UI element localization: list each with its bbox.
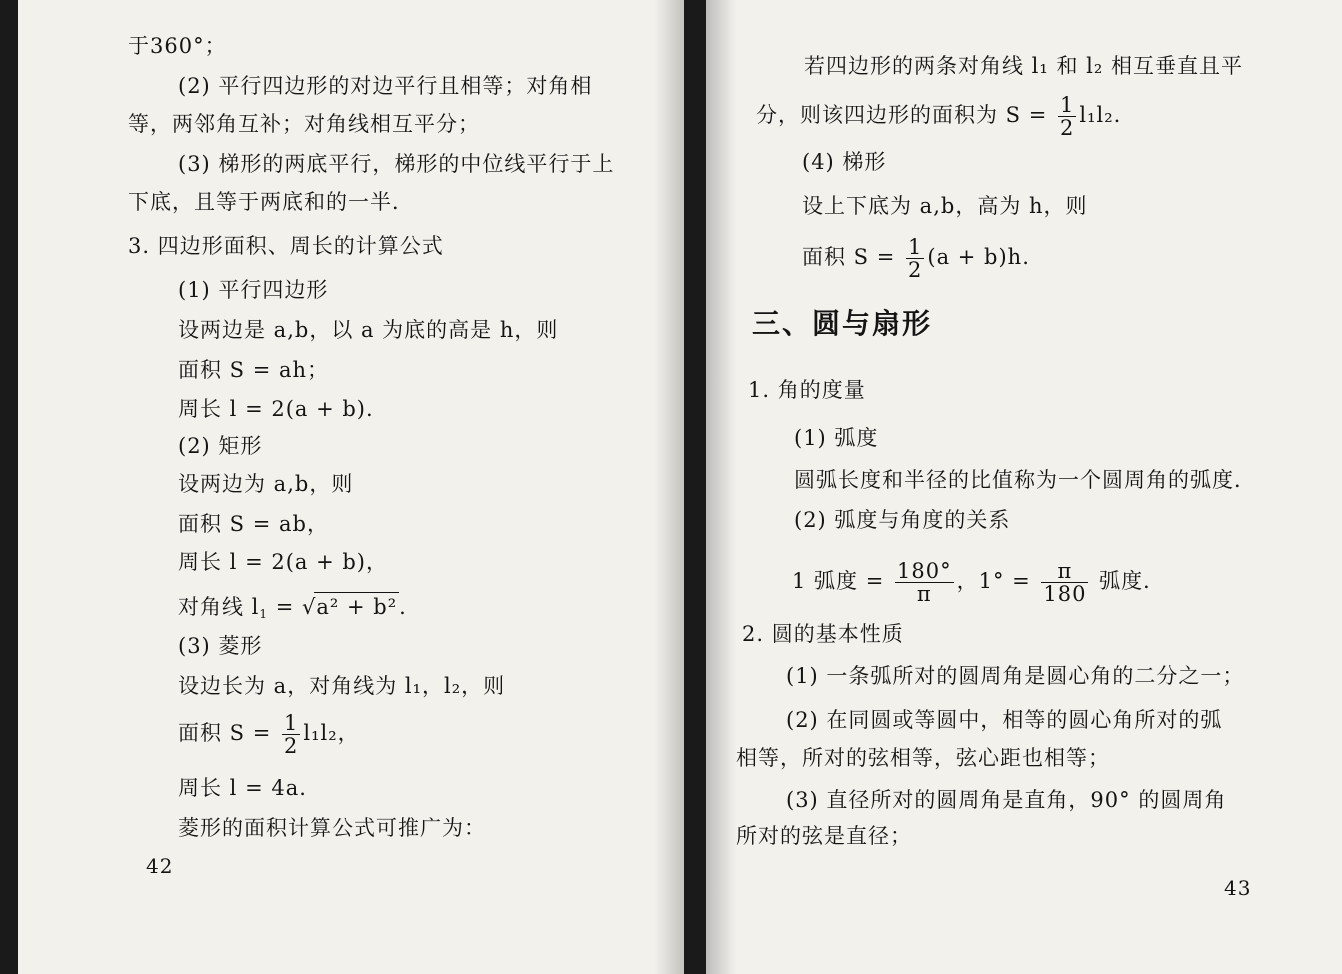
chapter-heading: 三、圆与扇形: [752, 307, 933, 340]
formula-line: 周长 l = 2(a + b)，: [178, 550, 388, 574]
fraction: $\frac{1}{2}$: [284, 711, 299, 758]
formula-line: 面积 S = ab，: [178, 512, 329, 536]
formula-line: 分，则该四边形的面积为 S = $\frac{1}{2}$ l₁l₂.: [756, 93, 1122, 140]
text-line: 下底，且等于两底和的一半．: [128, 190, 414, 214]
left-page: [18, 0, 684, 974]
section-heading: 2. 圆的基本性质: [742, 622, 904, 646]
fraction: $\frac{1}{2}$: [908, 235, 923, 282]
subsection-heading: (1) 弧度: [794, 426, 879, 450]
page-gutter-shadow: [706, 0, 736, 974]
section-heading: 3. 四边形面积、周长的计算公式: [128, 234, 444, 258]
text-line: (2) 在同圆或等圆中，相等的圆心角所对的弧: [786, 708, 1223, 732]
text-line: 圆弧长度和半径的比值称为一个圆周角的弧度．: [794, 468, 1256, 492]
fraction: $\frac{180^\circ}{\pi}$: [896, 559, 952, 606]
text-line: 等，两邻角互补；对角线相互平分；: [128, 112, 480, 136]
text-line: 相等，所对的弦相等，弦心距也相等；: [736, 746, 1110, 770]
text-line: (2) 平行四边形的对边平行且相等；对角相: [178, 74, 593, 98]
formula-line: 面积 S = $\frac{1}{2}$ l₁l₂，: [178, 711, 360, 758]
text-line: 所对的弦是直径；: [736, 824, 912, 848]
fraction: $\frac{\pi}{180}$: [1043, 559, 1087, 606]
text-line: 设边长为 a，对角线为 l₁，l₂，则: [178, 674, 506, 698]
text-line: 于360°；: [128, 34, 227, 58]
subsection-heading: (2) 弧度与角度的关系: [794, 508, 1011, 532]
page-gutter-shadow: [654, 0, 682, 974]
text-line: 设上下底为 a,b，高为 h，则: [802, 194, 1088, 218]
formula-line: 对角线 $l_1 = √a^2 + b^2$.: [178, 592, 407, 628]
formula-line: 面积 S = $\frac{1}{2}$ (a + b)h.: [802, 235, 1030, 282]
text-line: (1) 一条弧所对的圆周角是圆心角的二分之一；: [786, 664, 1245, 688]
sqrt-radicand: a² + b²: [314, 592, 399, 621]
formula-line: 周长 l = 4a.: [178, 776, 307, 800]
page-number: 42: [146, 854, 174, 878]
text-line: 设两边是 a,b，以 a 为底的高是 h，则: [178, 318, 559, 342]
text-line: 设两边为 a,b，则: [178, 472, 354, 496]
subsection-heading: (1) 平行四边形: [178, 278, 329, 302]
subsection-heading: (3) 菱形: [178, 634, 263, 658]
subsection-heading: (4) 梯形: [802, 150, 887, 174]
page-number: 43: [1224, 876, 1252, 900]
formula-line: 周长 l = 2(a + b).: [178, 397, 374, 421]
fraction: $\frac{1}{2}$: [1060, 93, 1075, 140]
subsection-heading: (2) 矩形: [178, 434, 263, 458]
section-heading: 1. 角的度量: [748, 378, 866, 402]
formula-line: 面积 S = ah；: [178, 358, 330, 382]
text-line: 若四边形的两条对角线 l₁ 和 l₂ 相互垂直且平: [804, 54, 1243, 78]
right-page: [706, 0, 1342, 974]
text-line: 菱形的面积计算公式可推广为：: [178, 816, 486, 840]
formula-line: 1 弧度 = $\frac{180^\circ}{\pi}$ ，1° = $\frac{\pi}{180}$ 弧度．: [792, 559, 1166, 606]
text-line: (3) 直径所对的圆周角是直角，90° 的圆周角: [786, 788, 1227, 812]
text-line: (3) 梯形的两底平行，梯形的中位线平行于上: [178, 152, 615, 176]
